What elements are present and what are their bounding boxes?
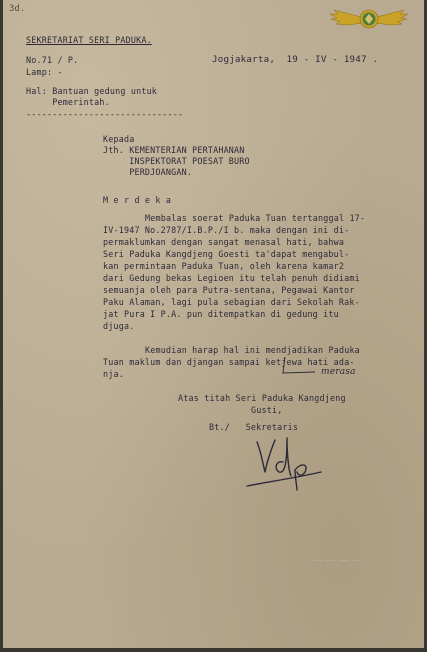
letter-number: No.71 / P. bbox=[26, 55, 79, 65]
greeting: M e r d e k a bbox=[103, 195, 172, 205]
recipient-line-2: Jth. KEMENTERIAN PERTAHANAN bbox=[103, 145, 245, 155]
recipient-line-4: PERDJOANGAN. bbox=[103, 167, 193, 177]
signature bbox=[243, 432, 323, 492]
subject-line-1: Hal: Bantuan gedung untuk bbox=[26, 86, 158, 96]
attachment-line: Lamp: - bbox=[26, 67, 63, 77]
body-line: Kemudian harap hal ini mendjadikan Paduka bbox=[145, 345, 360, 355]
closing-line-2: Gusti, bbox=[251, 405, 283, 415]
header-rule: ------------------------------ bbox=[26, 109, 184, 119]
winged-emblem-logo bbox=[328, 6, 410, 32]
body-line: Tuan maklum dan djangan sampai ketjewa hati ada- bbox=[103, 357, 355, 367]
body-line: jat Pura I P.A. pun ditempatkan di gedung itu bbox=[103, 309, 339, 319]
body-line: dari Gedung bekas Legioen itu telah penuh didiami bbox=[103, 273, 360, 283]
recipient-line-3: INSPEKTORAT POESAT BURO bbox=[103, 156, 250, 166]
body-line: kan permintaan Paduka Tuan, oleh karena kamar2 bbox=[103, 261, 345, 271]
bleed-through-text: — — — — bbox=[313, 555, 363, 566]
body-line: permaklumkan dengan sangat menasal hati, bahwa bbox=[103, 237, 345, 247]
body-line: Paku Alaman, lagi pula sebagian dari Sekolah Rak- bbox=[103, 297, 360, 307]
body-line: djuga. bbox=[103, 321, 135, 331]
place-date: Jogjakarta, 19 - IV - 1947 . bbox=[212, 54, 379, 65]
body-line: semuanja oleh para Putra-sentana, Pegawai Kantor bbox=[103, 285, 355, 295]
body-line: Seri Paduka Kangdjeng Goesti ta'dapat mengabul- bbox=[103, 249, 350, 259]
body-line: IV-1947 No.2787/I.B.P./I b. maka dengan ini di- bbox=[103, 225, 350, 235]
recipient-line-1: Kepada bbox=[103, 134, 135, 144]
office-heading: SEKRETARIAT SERI PADUKA. bbox=[26, 35, 152, 45]
body-line: nja. bbox=[103, 369, 124, 379]
subject-line-2: Pemerintah. bbox=[26, 97, 110, 107]
body-line: Membalas soerat Paduka Tuan tertanggal 17- bbox=[145, 213, 366, 223]
handwritten-word: merasa bbox=[321, 367, 356, 377]
closing-line-1: Atas titah Seri Paduka Kangdjeng bbox=[178, 393, 346, 403]
closing-line-3: Bt./ Sekretaris bbox=[209, 422, 299, 432]
letter-page bbox=[3, 0, 424, 648]
archive-number: 3d. bbox=[9, 4, 26, 14]
